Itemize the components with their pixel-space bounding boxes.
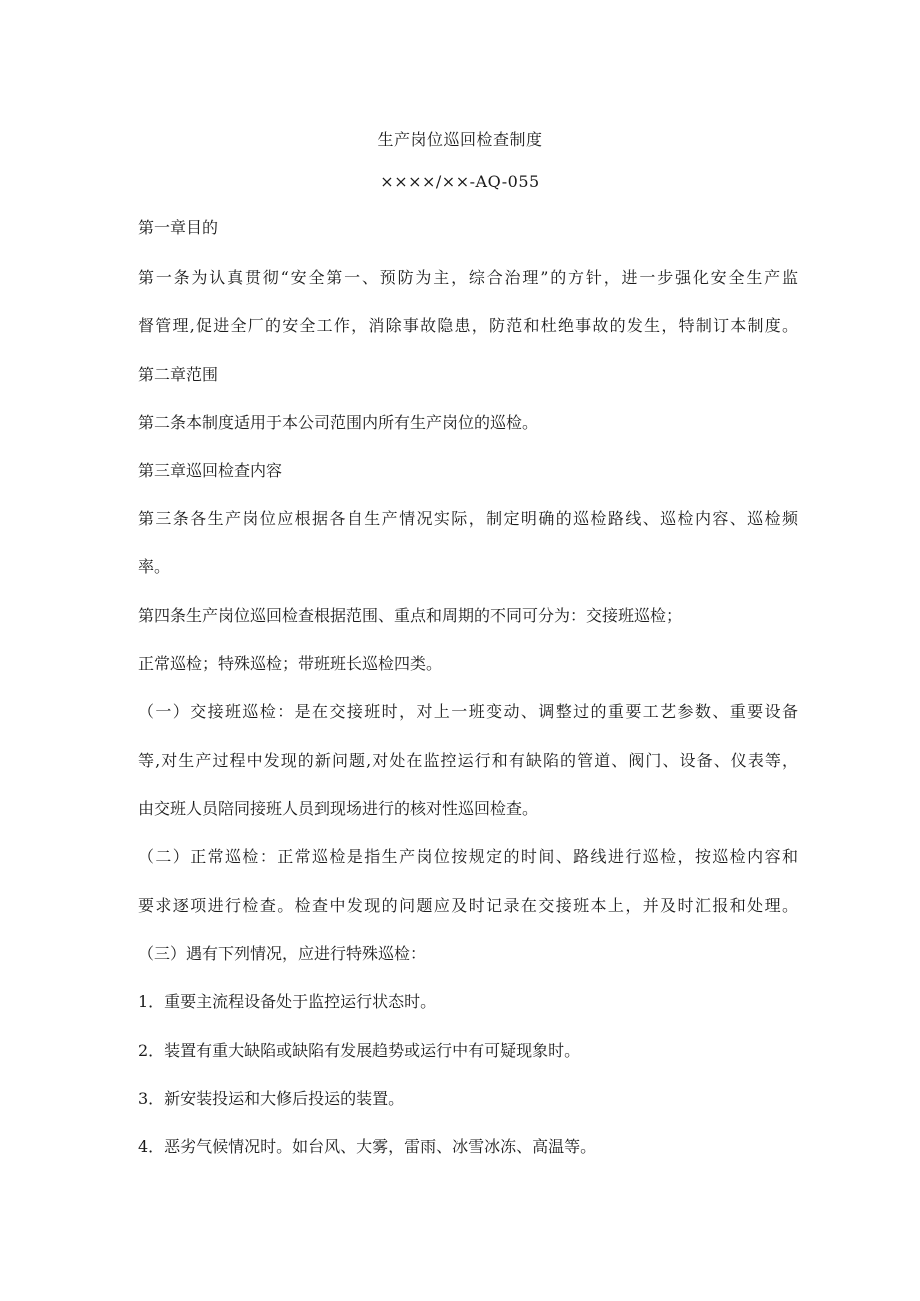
- article-1-line-1: 第一条为认真贯彻“安全第一、预防为主，综合治理”的方针，进一步强化安全生产监: [138, 268, 798, 287]
- document-title: 生产岗位巡回检查制度: [377, 130, 543, 149]
- special-case-1: 1．重要主流程设备处于监控运行状态时。: [138, 992, 437, 1011]
- chapter-3-heading: 第三章巡回检查内容: [138, 461, 283, 480]
- item-2-line-2: 要求逐项进行检查。检查中发现的问题应及时记录在交接班本上，并及时汇报和处理。: [138, 896, 798, 915]
- article-4-line-2: 正常巡检；特殊巡检；带班班长巡检四类。: [138, 654, 443, 673]
- item-3-heading: （三）遇有下列情况，应进行特殊巡检：: [138, 944, 427, 963]
- item-2-line-1: （二）正常巡检：正常巡检是指生产岗位按规定的时间、路线进行巡检，按巡检内容和: [138, 847, 798, 866]
- document-code: ××××/××-AQ-055: [380, 172, 540, 191]
- special-case-4: 4．恶劣气候情况时。如台风、大雾，雷雨、冰雪冰冻、高温等。: [138, 1137, 597, 1156]
- item-1-line-1: （一）交接班巡检：是在交接班时，对上一班变动、调整过的重要工艺参数、重要设备: [138, 702, 798, 721]
- article-1-line-2: 督管理,促进全厂的安全工作，消除事故隐患，防范和杜绝事故的发生，特制订本制度。: [138, 316, 798, 335]
- chapter-1-heading: 第一章目的: [138, 218, 219, 237]
- special-case-2: 2．装置有重大缺陷或缺陷有发展趋势或运行中有可疑现象时。: [138, 1041, 581, 1060]
- article-2: 第二条本制度适用于本公司范围内所有生产岗位的巡检。: [138, 413, 539, 432]
- article-3-line-2: 率。: [138, 557, 171, 576]
- special-case-3: 3．新安装投运和大修后投运的装置。: [138, 1089, 405, 1108]
- item-1-line-3: 由交班人员陪同接班人员到现场进行的核对性巡回检查。: [138, 799, 539, 818]
- article-4-line-1: 第四条生产岗位巡回检查根据范围、重点和周期的不同可分为：交接班巡检；: [138, 606, 683, 625]
- item-1-line-2: 等,对生产过程中发现的新问题,对处在监控运行和有缺陷的管道、阀门、设备、仪表等，: [138, 751, 798, 770]
- article-3-line-1: 第三条各生产岗位应根据各自生产情况实际，制定明确的巡检路线、巡检内容、巡检频: [138, 509, 798, 528]
- chapter-2-heading: 第二章范围: [138, 365, 219, 384]
